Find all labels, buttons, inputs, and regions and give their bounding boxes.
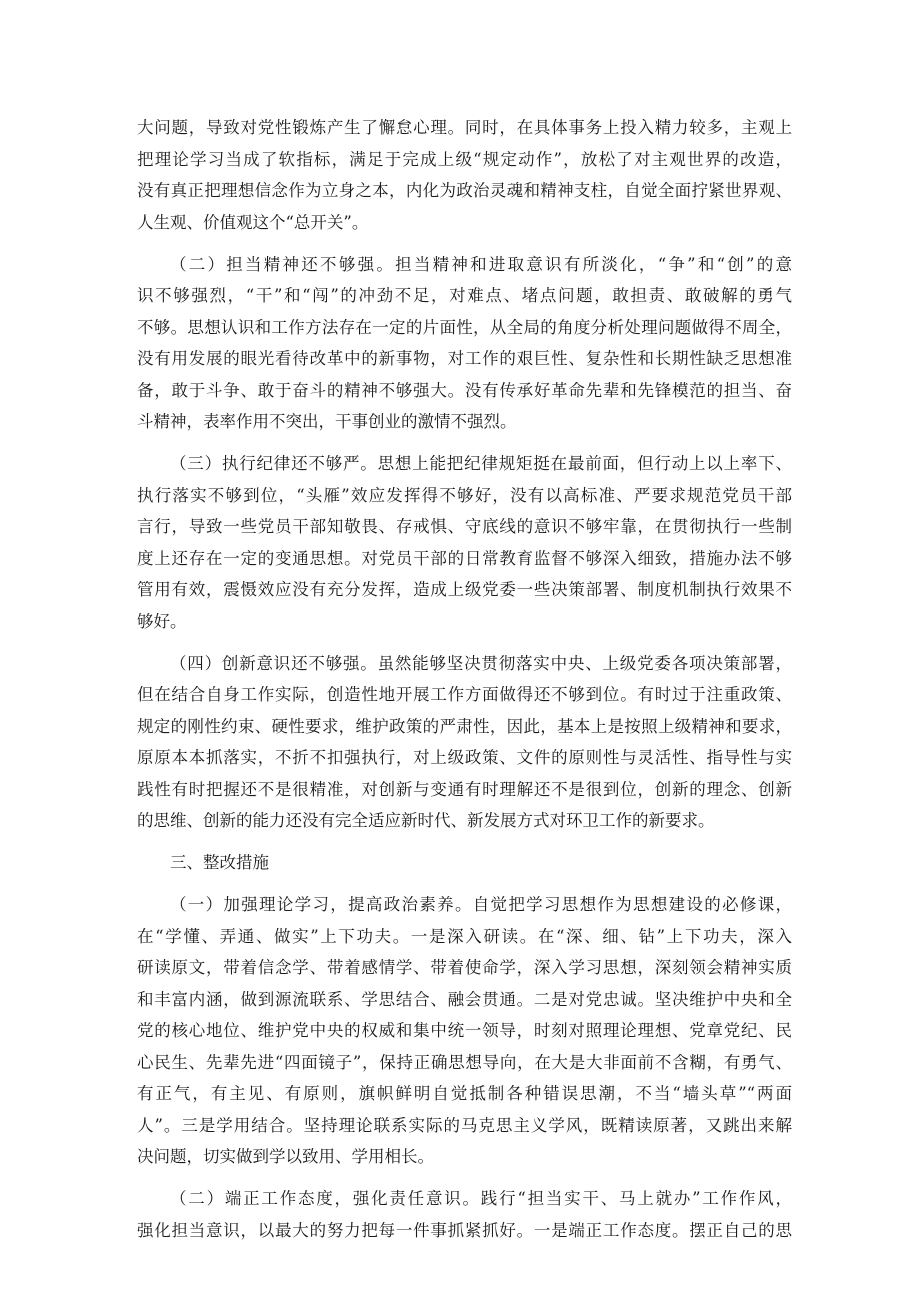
text-line: （三）执行纪律还不够严。思想上能把纪律规矩挺在最前面，但行动上以上率下、 [170, 454, 792, 473]
text-line: 人生观、价值观这个“总开关”。 [137, 212, 369, 232]
text-line: 把理论学习当成了软指标，满足于完成上级“规定动作”，放松了对主观世界的改造， [137, 149, 792, 169]
section-heading [137, 847, 792, 879]
text-line: 没有用发展的眼光看待改革中的新事物，对工作的艰巨性、复杂性和长期性缺乏思想准 [137, 349, 792, 368]
text-line: 决问题，切实做到学以致用、学用相长。 [137, 1147, 434, 1166]
text-line: 原原本本抓落实，不折不扣强执行，对上级政策、文件的原则性与灵活性、指导性与实 [137, 748, 792, 767]
paragraph-6 [137, 1183, 792, 1246]
text-line: 识不够强烈，“干”和“闯”的冲劲不足，对难点、堵点问题，敢担责、敢破解的勇气 [137, 286, 792, 305]
paragraph-5 [137, 889, 792, 1173]
text-line: 备，敢于斗争、敢于奋斗的精神不够强大。没有传承好革命先辈和先锋模范的担当、奋 [137, 380, 792, 400]
heading-text: 三、整改措施 [170, 853, 269, 872]
text-line: 管用有效，震慑效应没有充分发挥，造成上级党委一些决策部署、制度机制执行效果不 [137, 580, 792, 599]
text-line: 没有真正把理想信念作为立身之本，内化为政治灵魂和精神支柱，自觉全面拧紧世界观、 [137, 181, 792, 200]
text-line: 强化担当意识，以最大的努力把每一件事抓紧抓好。一是端正工作态度。摆正自己的思 [137, 1220, 792, 1240]
text-line: （一）加强理论学习，提高政治素养。自觉把学习思想作为思想建设的必修课， [170, 895, 792, 914]
paragraph-2 [137, 249, 792, 438]
text-line: 践性有时把握还不是很精准，对创新与变通有时理解还不是很到位，创新的理念、创新 [137, 779, 792, 799]
text-line: 不够。思想认识和工作方法存在一定的片面性，从全局的角度分析处理问题做得不周全， [137, 317, 792, 337]
document-body [137, 112, 792, 1246]
text-line: 在“学懂、弄通、做实”上下功夫。一是深入研读。在“深、细、钻”上下功夫，深入 [137, 926, 792, 946]
text-line: 大问题，导致对党性锻炼产生了懈怠心理。同时，在具体事务上投入精力较多，主观上 [137, 118, 792, 137]
text-line: 言行，导致一些党员干部知敬畏、存戒惧、守底线的意识不够牢靠，在贯彻执行一些制 [137, 517, 792, 536]
text-line: 有正气，有主见、有原则，旗帜鲜明自觉抵制各种错误思潮，不当“墙头草”“两面 [137, 1084, 792, 1103]
text-line: 党的核心地位、维护党中央的权威和集中统一领导，时刻对照理论理想、党章党纪、民 [137, 1021, 792, 1040]
text-line: 规定的刚性约束、硬性要求，维护政策的严肃性，因此，基本上是按照上级精神和要求， [137, 716, 792, 736]
paragraph-3 [137, 448, 792, 637]
text-line: 度上还存在一定的变通思想。对党员干部的日常教育监督不够深入细致，措施办法不够 [137, 548, 792, 568]
text-line: 执行落实不够到位，“头雁”效应发挥得不够好，没有以高标准、严要求规范党员干部 [137, 485, 792, 505]
paragraph-4 [137, 648, 792, 837]
text-line: 心民生、先辈先进“四面镜子”，保持正确思想导向，在大是大非面前不含糊，有勇气、 [137, 1052, 792, 1072]
text-line: 的思维、创新的能力还没有完全适应新时代、新发展方式对环卫工作的新要求。 [137, 811, 715, 830]
text-line: （二）担当精神还不够强。担当精神和进取意识有所淡化，“争”和“创”的意 [170, 254, 792, 274]
text-line: 够好。 [137, 611, 187, 631]
text-line: 但在结合自身工作实际，创造性地开展工作方面做得还不够到位。有时过于注重政策、 [137, 685, 792, 704]
text-line: （二）端正工作态度，强化责任意识。践行“担当实干、马上就办”工作作风， [170, 1189, 792, 1208]
text-line: （四）创新意识还不够强。虽然能够坚决贯彻落实中央、上级党委各项决策部署， [170, 653, 792, 673]
text-line: 和丰富内涵，做到源流联系、学思结合、融会贯通。二是对党忠诚。坚决维护中央和全 [137, 989, 792, 1009]
text-line: 研读原文，带着信念学、带着感情学、带着使命学，深入学习思想，深刻领会精神实质 [137, 958, 792, 977]
paragraph-1 [137, 112, 792, 238]
text-line: 人”。三是学用结合。坚持理论联系实际的马克思主义学风，既精读原著，又跳出来解 [137, 1115, 792, 1135]
text-line: 斗精神，表率作用不突出，干事创业的激情不强烈。 [137, 412, 517, 431]
